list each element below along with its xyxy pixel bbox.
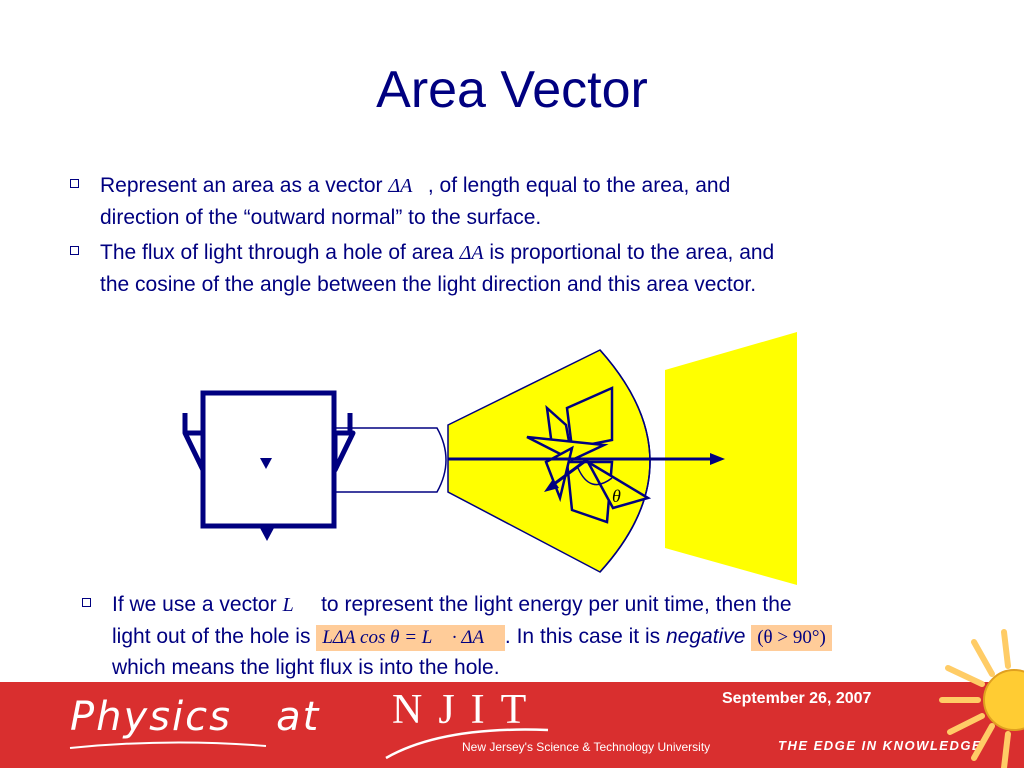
negative-emphasis: negative — [665, 625, 746, 648]
bullet2-text-pre: The flux of light through a hole of area — [100, 241, 460, 264]
box-bottom-tab — [260, 528, 274, 541]
bullet3-text-post: to represent the light energy per unit time, then the — [315, 593, 792, 616]
bullet-negative-flux — [112, 589, 1002, 683]
njit-university-name: New Jersey's Science & Technology University — [462, 740, 711, 754]
slide-title: Area Vector — [376, 61, 648, 119]
delta-a-math: ΔA — [459, 242, 484, 264]
physics-at-logo: Physics at — [70, 694, 321, 740]
bullet2-text-line2: the cosine of the angle between the light direction and this area vector. — [100, 273, 757, 296]
flux-equation: LΔA cos θ = L⃗ · ΔA⃗ — [316, 625, 505, 651]
bullet3-text-pre: If we use a vector — [112, 593, 277, 616]
njit-logo: NJIT — [392, 687, 543, 733]
l-vector-math: L⃗ — [282, 594, 310, 616]
bullet3-text-line3: which means the light flux is into the hole. — [112, 656, 500, 679]
sun-logo-icon — [934, 628, 1024, 768]
bullet1-text-pre: Represent an area as a vector — [100, 174, 389, 197]
physics-underline — [68, 740, 268, 752]
bullet-square-icon — [82, 598, 91, 607]
tagline: THE EDGE IN KNOWLEDGE — [778, 738, 983, 753]
angle-condition: (θ > 90°) — [751, 625, 832, 651]
bullet3-text-line2-mid: . In this case it is — [504, 625, 666, 648]
footer-banner — [0, 682, 1024, 768]
bullet2-text-post: is proportional to the area, and — [483, 241, 775, 264]
bullet1-text-line2: direction of the “outward normal” to the surface. — [100, 206, 542, 229]
theta-label: θ — [612, 486, 621, 506]
bullet1-text-post: , of length equal to the area, and — [427, 174, 731, 197]
slide-date: September 26, 2007 — [722, 690, 872, 707]
bullet3-text-line2-pre: light out of the hole is — [112, 625, 317, 648]
box-left-wing — [185, 433, 203, 470]
delta-a-vector-math: ΔA⃗ — [388, 175, 428, 197]
